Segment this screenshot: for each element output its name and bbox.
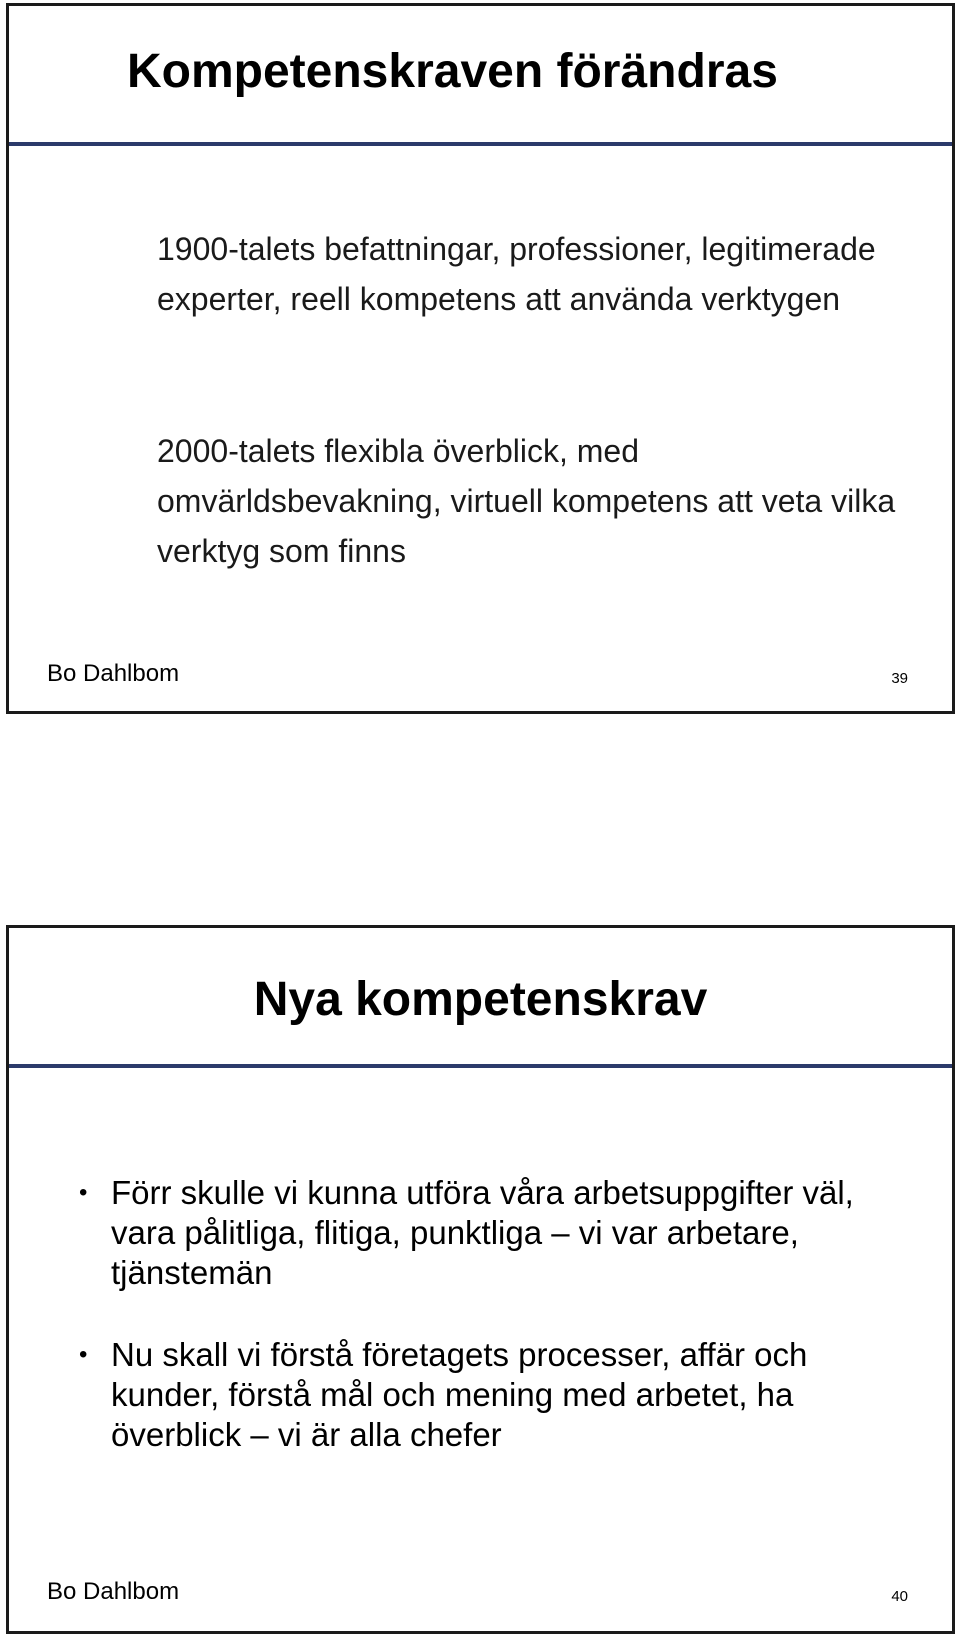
slide-title: Kompetenskraven förändras xyxy=(127,45,778,98)
paragraph: 2000-talets flexibla överblick, med omvärldsbevakning, virtuell kompetens att veta vilka verktyg som finns xyxy=(157,433,896,569)
page-number: 39 xyxy=(891,670,908,687)
bullet-icon: • xyxy=(79,1179,88,1206)
footer-author: Bo Dahlbom xyxy=(47,660,180,687)
title-divider xyxy=(9,1064,952,1068)
footer-author: Bo Dahlbom xyxy=(47,1578,180,1605)
slide-40 xyxy=(6,925,955,1634)
slide-title: Nya kompetenskrav xyxy=(253,973,708,1026)
bullet-list xyxy=(79,1173,899,1497)
bullet-icon: • xyxy=(79,1341,88,1368)
slide-39 xyxy=(6,3,955,714)
title-divider xyxy=(9,142,952,146)
bullet-text: Nu skall vi förstå företagets processer, affär och kunder, förstå mål och mening med arbetet, ha överblick – vi är alla chefer xyxy=(111,1336,808,1453)
bullet-text: Förr skulle vi kunna utföra våra arbetsuppgifter väl, vara pålitliga, flitiga, punktliga – vi var arbetare, tjänstemän xyxy=(111,1174,854,1291)
page-number: 40 xyxy=(891,1588,908,1605)
list-item xyxy=(79,1335,899,1455)
paragraph: 1900-talets befattningar, professioner, legitimerade experter, reell kompetens att använda verktygen xyxy=(157,231,876,317)
list-item xyxy=(79,1173,899,1293)
